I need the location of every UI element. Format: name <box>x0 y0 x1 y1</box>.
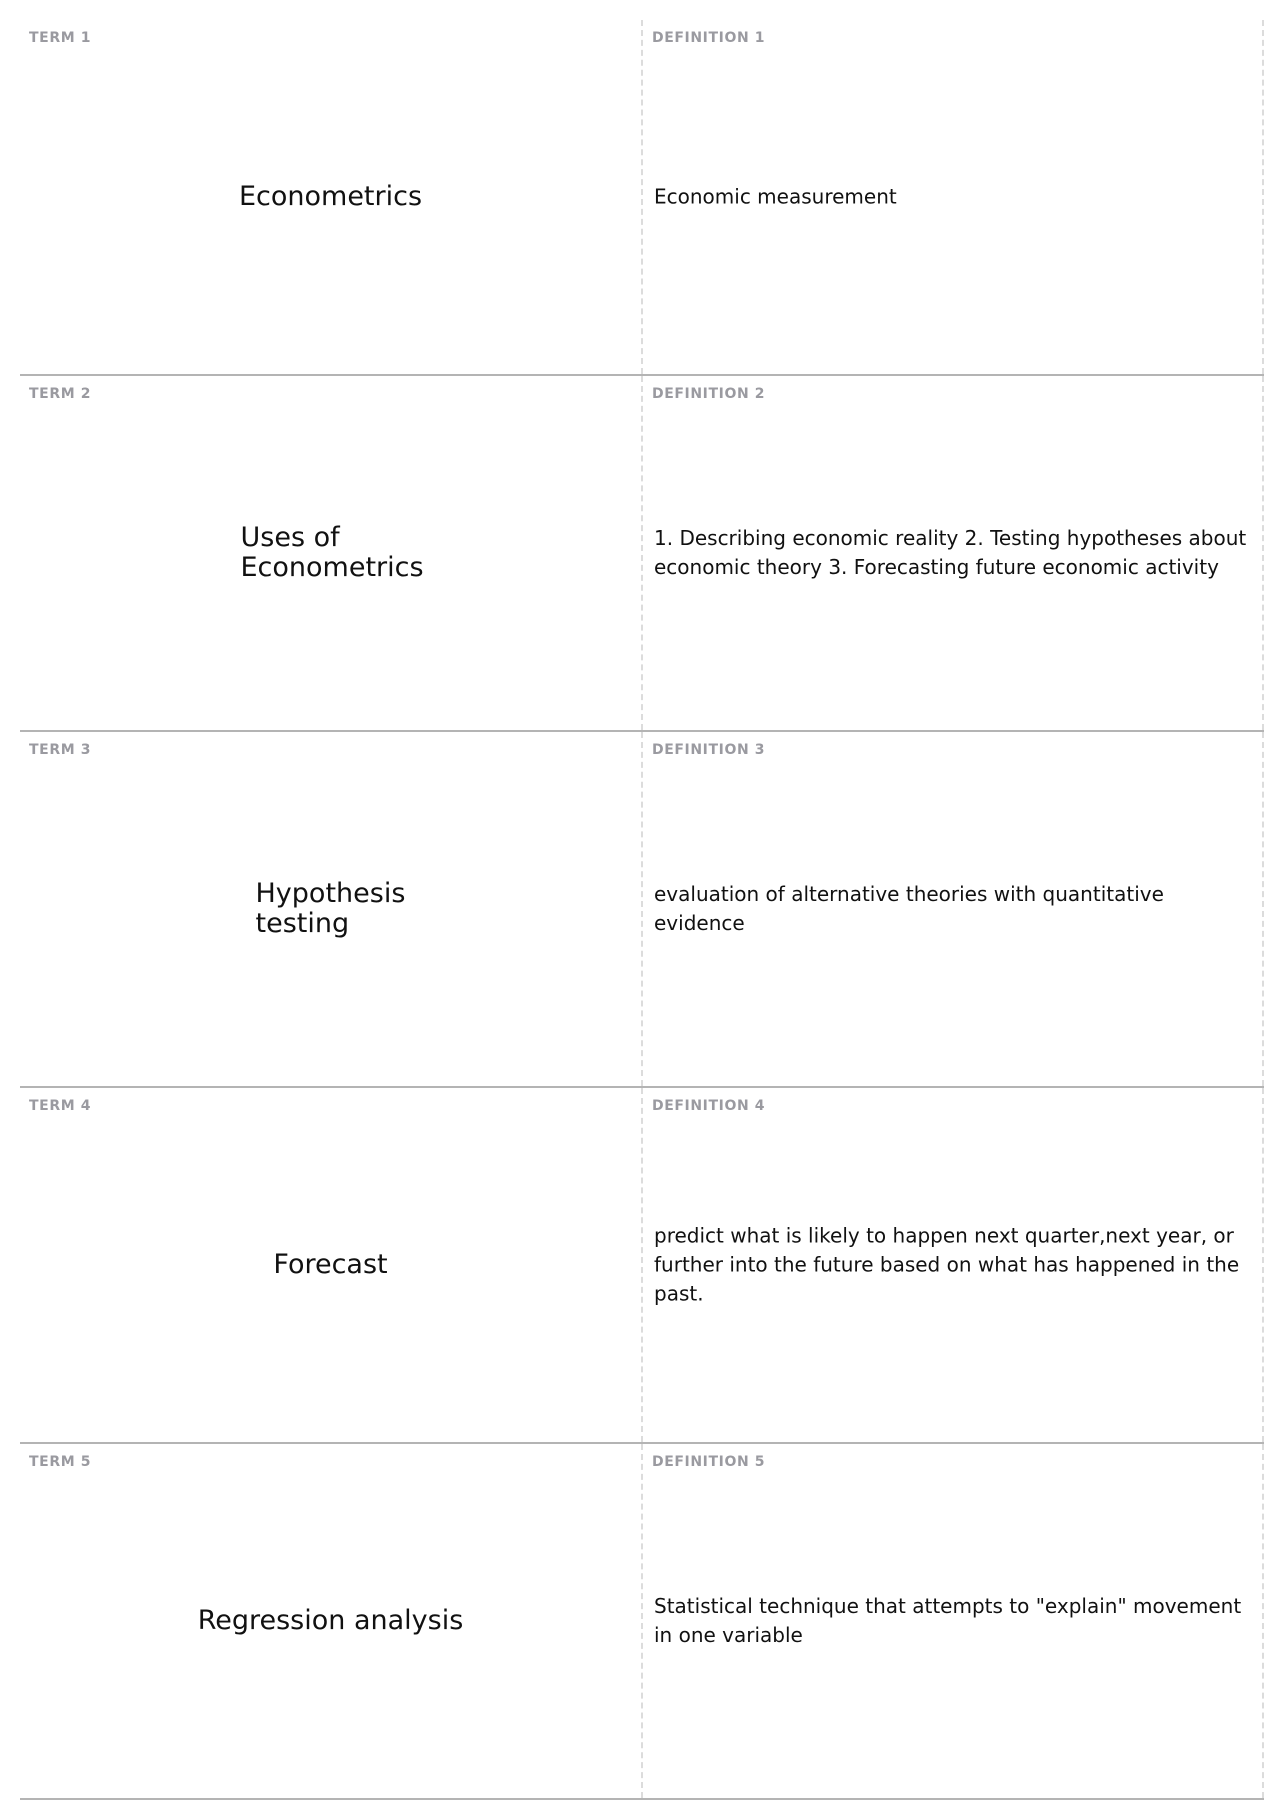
term-label: TERM 3 <box>29 742 92 758</box>
term-text: Regression analysis <box>197 1605 464 1636</box>
term-label: TERM 2 <box>29 386 92 402</box>
term-text: Uses of Econometrics <box>240 522 424 583</box>
term-cell <box>20 376 643 730</box>
definition-text: Economic measurement <box>654 184 897 209</box>
term-text: Forecast <box>273 1249 388 1280</box>
term-label: TERM 1 <box>29 30 92 46</box>
flashcard-row <box>20 732 1264 1088</box>
definition-cell <box>643 1444 1264 1798</box>
definition-text: predict what is likely to happen next quarter,next year, or further into the future based on what has happened in the past. <box>654 1223 1240 1306</box>
definition-label: DEFINITION 3 <box>652 742 766 758</box>
definition-label: DEFINITION 4 <box>652 1098 766 1114</box>
flashcard-row <box>20 20 1264 376</box>
term-cell <box>20 1444 643 1798</box>
definition-label: DEFINITION 1 <box>652 30 766 46</box>
term-text: Econometrics <box>238 181 423 212</box>
definition-text: Statistical technique that attempts to "explain" movement in one variable <box>654 1594 1242 1647</box>
definition-cell <box>643 20 1264 374</box>
term-cell <box>20 732 643 1086</box>
definition-label: DEFINITION 5 <box>652 1454 766 1470</box>
term-text: Hypothesis testing <box>255 878 406 939</box>
flashcard-row <box>20 1088 1264 1444</box>
definition-cell <box>643 1088 1264 1442</box>
term-label: TERM 4 <box>29 1098 92 1114</box>
definition-cell <box>643 732 1264 1086</box>
definition-text: evaluation of alternative theories with quantitative evidence <box>654 882 1164 935</box>
term-cell <box>20 20 643 374</box>
flashcard-sheet <box>20 20 1264 1800</box>
definition-text: 1. Describing economic reality 2. Testing hypotheses about economic theory 3. Forecasting future economic activity <box>654 526 1247 579</box>
flashcard-row <box>20 376 1264 732</box>
term-label: TERM 5 <box>29 1454 92 1470</box>
definition-cell <box>643 376 1264 730</box>
definition-label: DEFINITION 2 <box>652 386 766 402</box>
flashcard-row <box>20 1444 1264 1800</box>
term-cell <box>20 1088 643 1442</box>
